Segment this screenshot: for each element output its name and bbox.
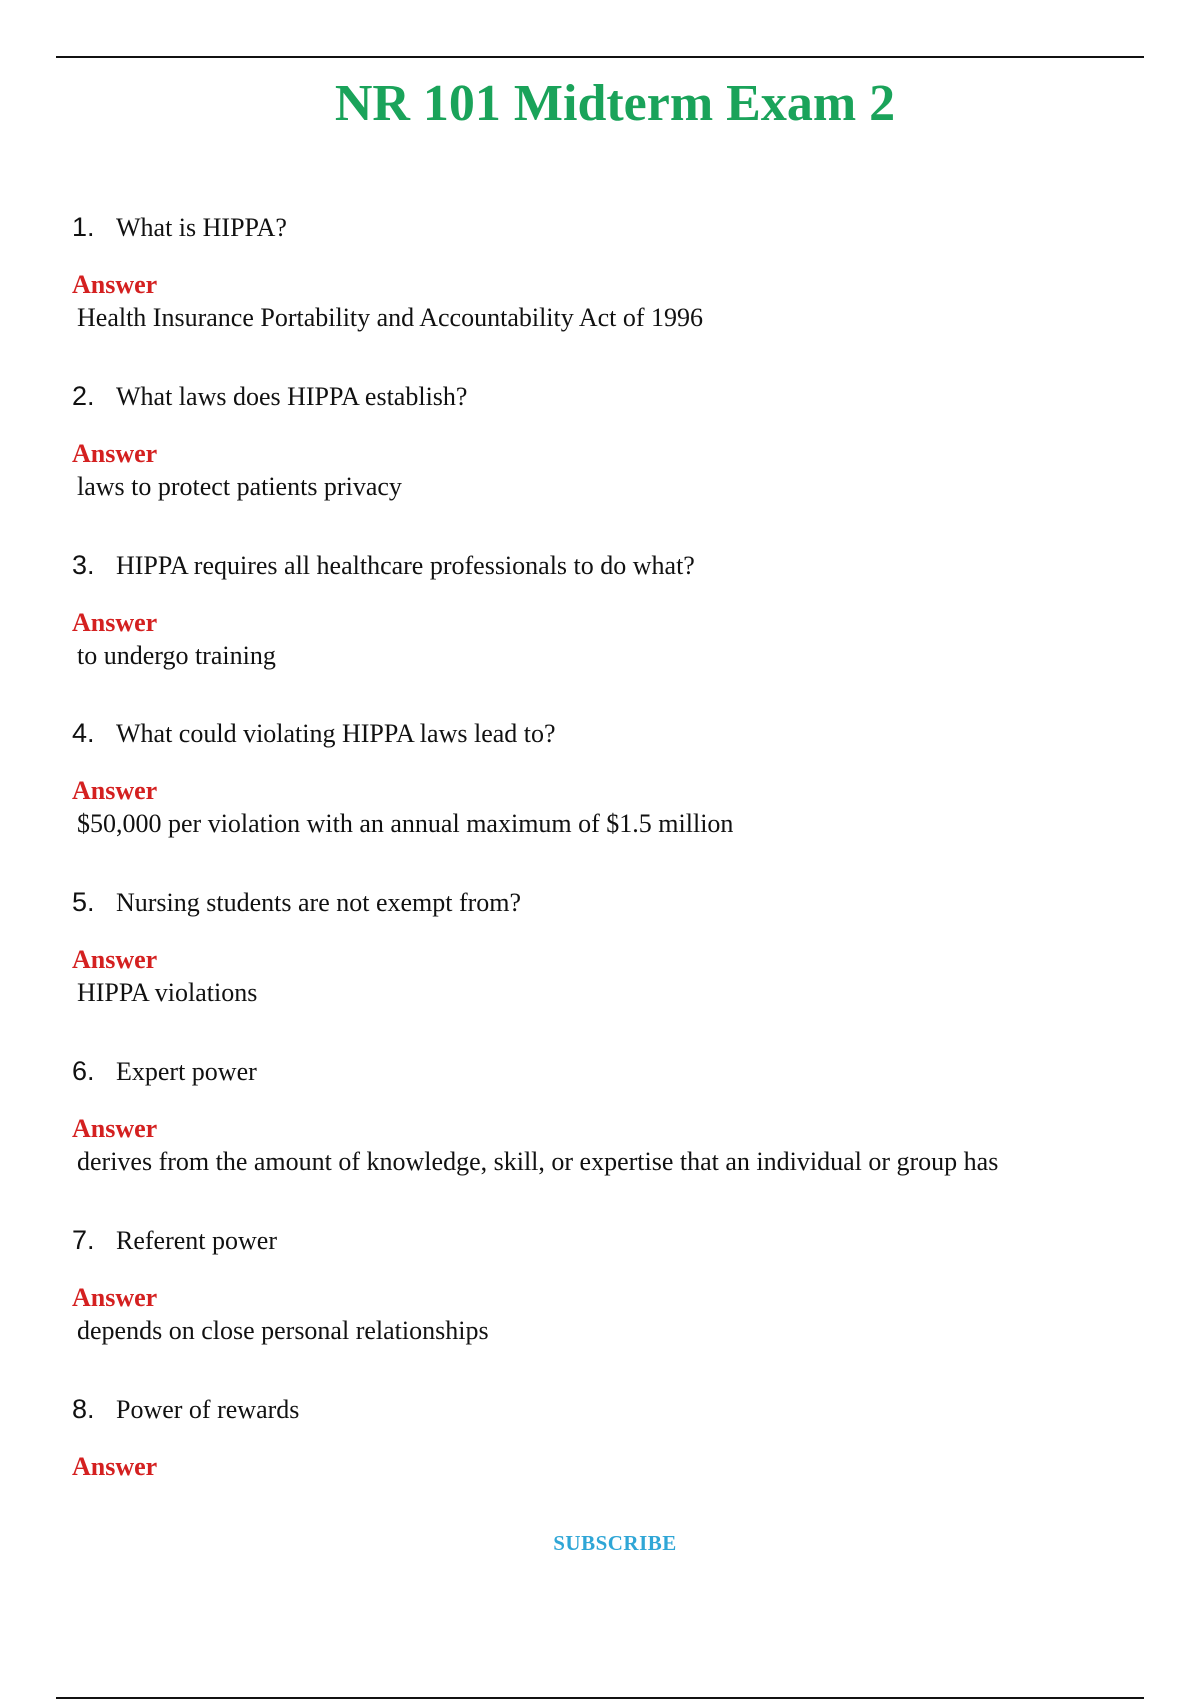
answer-text: $50,000 per violation with an annual maximum of $1.5 million	[77, 809, 734, 838]
question-text: Power of rewards	[116, 1395, 300, 1424]
qa-item-2	[72, 376, 1132, 504]
question-number: 5.	[72, 887, 95, 917]
question-text: Nursing students are not exempt from?	[116, 888, 522, 917]
answer-label: Answer	[72, 608, 158, 637]
question-6	[72, 1051, 1132, 1091]
question-text: What laws does HIPPA establish?	[116, 382, 468, 411]
question-7	[72, 1220, 1132, 1260]
answer-text: depends on close personal relationships	[77, 1316, 489, 1345]
qa-item-1	[72, 207, 1132, 335]
qa-item-8	[72, 1389, 1132, 1483]
answer-text: derives from the amount of knowledge, skill, or expertise that an individual or group has	[77, 1147, 999, 1176]
top-rule	[56, 56, 1144, 58]
qa-item-7	[72, 1220, 1132, 1348]
answer-text: laws to protect patients privacy	[77, 472, 402, 501]
answer-label: Answer	[72, 439, 158, 468]
subscribe-link[interactable]: SUBSCRIBE	[553, 1531, 677, 1555]
answer-text: to undergo training	[77, 641, 276, 670]
answer-text: Health Insurance Portability and Accountability Act of 1996	[77, 303, 704, 332]
question-text: HIPPA requires all healthcare professionals to do what?	[116, 551, 695, 580]
qa-item-6	[72, 1051, 1132, 1179]
answer-label: Answer	[72, 1283, 158, 1312]
question-text: What could violating HIPPA laws lead to?	[116, 719, 556, 748]
answer-label: Answer	[72, 1114, 158, 1143]
question-2	[72, 376, 1132, 416]
question-8	[72, 1389, 1132, 1429]
page-title: NR 101 Midterm Exam 2	[334, 75, 896, 132]
answer-label: Answer	[72, 1452, 158, 1481]
question-4	[72, 713, 1132, 753]
bottom-rule	[56, 1697, 1144, 1699]
answer-text: HIPPA violations	[77, 978, 258, 1007]
question-3	[72, 545, 1132, 585]
answer-label: Answer	[72, 776, 158, 805]
question-number: 6.	[72, 1056, 95, 1086]
qa-item-5	[72, 882, 1132, 1010]
question-number: 7.	[72, 1225, 95, 1255]
question-5	[72, 882, 1132, 922]
question-number: 3.	[72, 550, 95, 580]
question-number: 4.	[72, 718, 95, 748]
qa-item-4	[72, 713, 1132, 841]
question-number: 2.	[72, 381, 95, 411]
question-number: 1.	[72, 212, 95, 242]
qa-item-3	[72, 545, 1132, 673]
question-number: 8.	[72, 1394, 95, 1424]
question-1	[72, 207, 1132, 247]
question-text: Expert power	[116, 1057, 257, 1086]
question-text: What is HIPPA?	[116, 213, 287, 242]
answer-label: Answer	[72, 945, 158, 974]
answer-label: Answer	[72, 270, 158, 299]
question-text: Referent power	[116, 1226, 277, 1255]
